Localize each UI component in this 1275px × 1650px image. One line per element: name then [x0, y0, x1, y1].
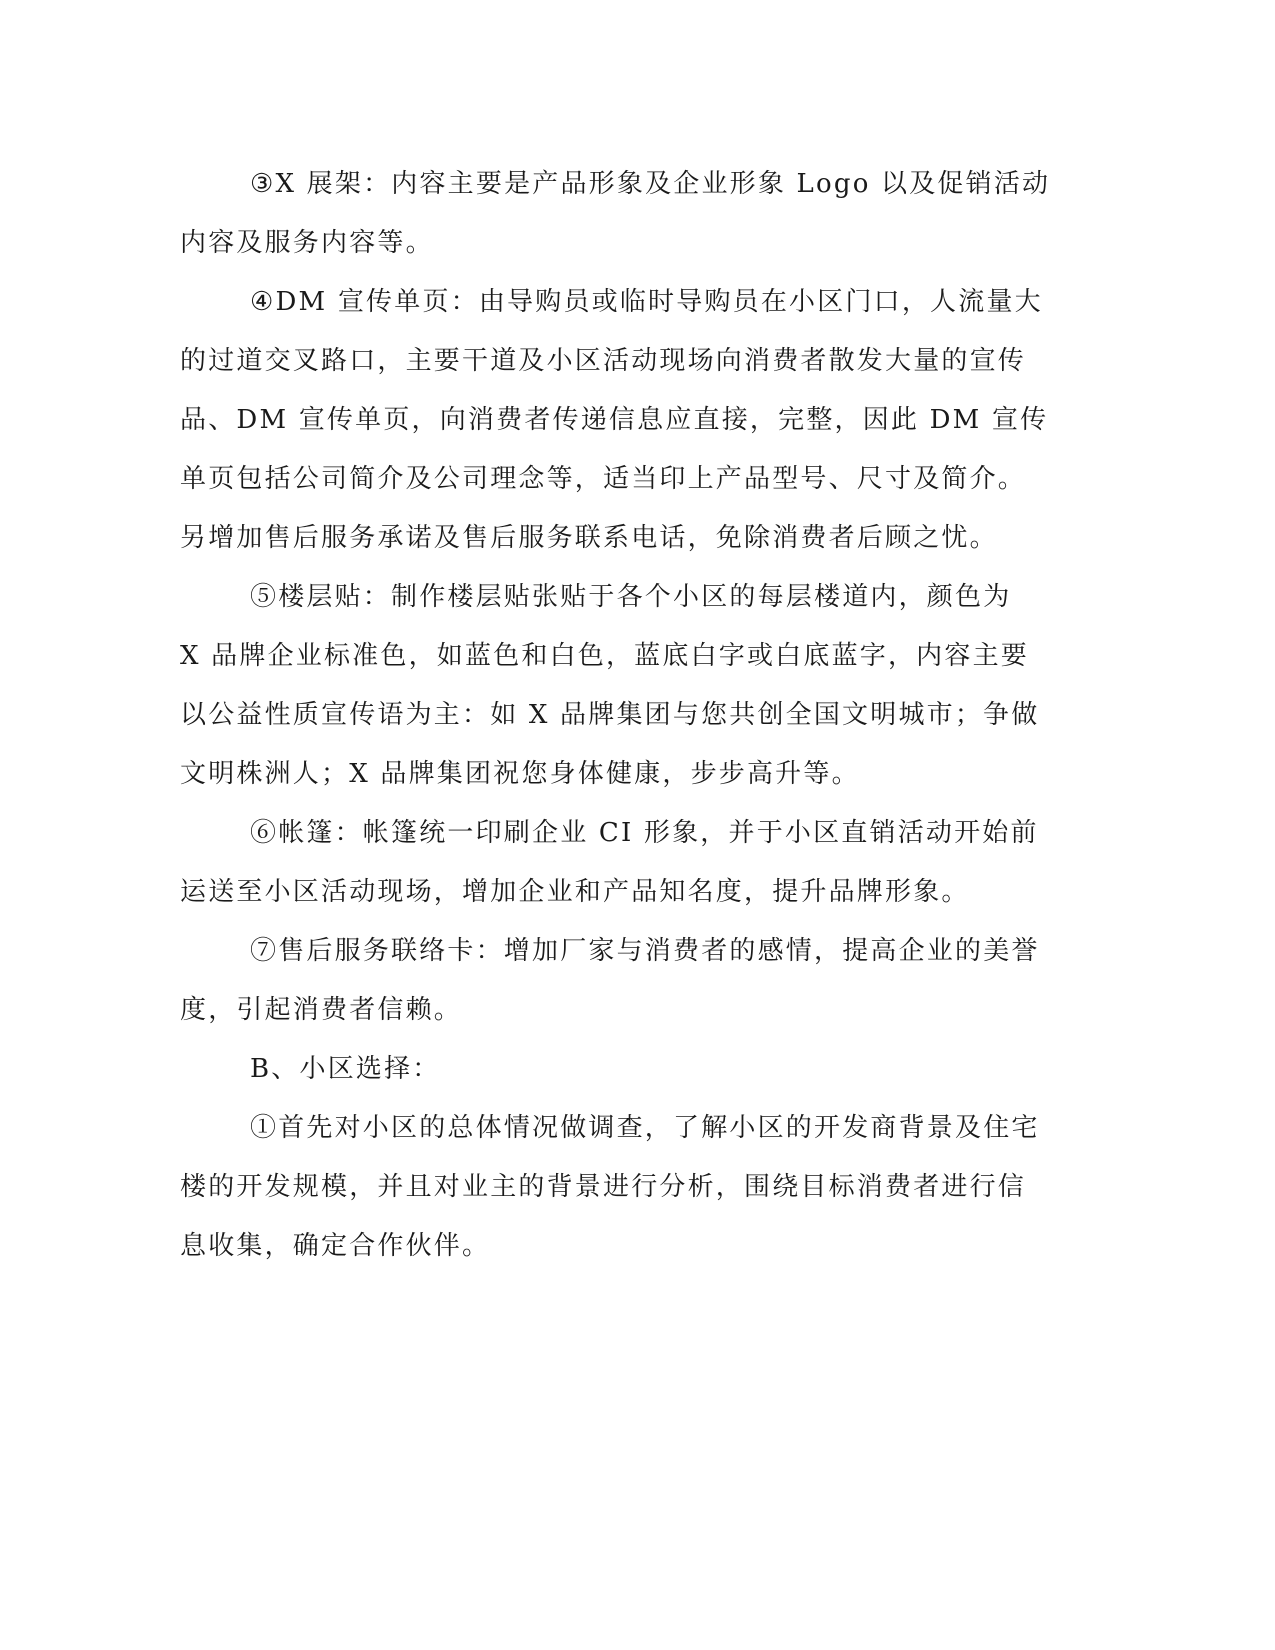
text-line: ③X 展架：内容主要是产品形象及企业形象 Logo 以及促销活动	[250, 169, 1051, 199]
text-line: 品、DM 宣传单页，向消费者传递信息应直接，完整，因此 DM 宣传	[180, 405, 1049, 435]
text-line: ⑥帐篷：帐篷统一印刷企业 CI 形象，并于小区直销活动开始前	[250, 818, 1039, 848]
document-body	[180, 155, 1050, 1276]
text-line: 息收集，确定合作伙伴。	[180, 1231, 491, 1261]
text-line: 另增加售后服务承诺及售后服务联系电话，免除消费者后顾之忧。	[180, 523, 998, 553]
text-line: ⑤楼层贴：制作楼层贴张贴于各个小区的每层楼道内，颜色为	[250, 582, 1012, 612]
text-line: 文明株洲人；X 品牌集团祝您身体健康，步步高升等。	[180, 759, 860, 789]
text-line: ⑦售后服务联络卡：增加厂家与消费者的感情，提高企业的美誉	[250, 936, 1040, 966]
text-line: 以公益性质宣传语为主：如 X 品牌集团与您共创全国文明城市；争做	[180, 700, 1040, 730]
text-line: X 品牌企业标准色，如蓝色和白色，蓝底白字或白底蓝字，内容主要	[180, 641, 1029, 671]
text-line: 单页包括公司简介及公司理念等，适当印上产品型号、尺寸及简介。	[180, 464, 1027, 494]
text-line: ①首先对小区的总体情况做调查，了解小区的开发商背景及住宅	[250, 1113, 1040, 1143]
text-line: ④DM 宣传单页：由导购员或临时导购员在小区门口，人流量大	[250, 287, 1043, 317]
text-line: 度，引起消费者信赖。	[180, 995, 463, 1025]
text-line: 楼的开发规模，并且对业主的背景进行分析，围绕目标消费者进行信	[180, 1172, 1027, 1202]
text-line: 内容及服务内容等。	[180, 228, 434, 258]
section-heading: B、小区选择：	[250, 1054, 441, 1084]
text-line: 运送至小区活动现场，增加企业和产品知名度，提升品牌形象。	[180, 877, 970, 907]
text-line: 的过道交叉路口，主要干道及小区活动现场向消费者散发大量的宣传	[180, 346, 1027, 376]
